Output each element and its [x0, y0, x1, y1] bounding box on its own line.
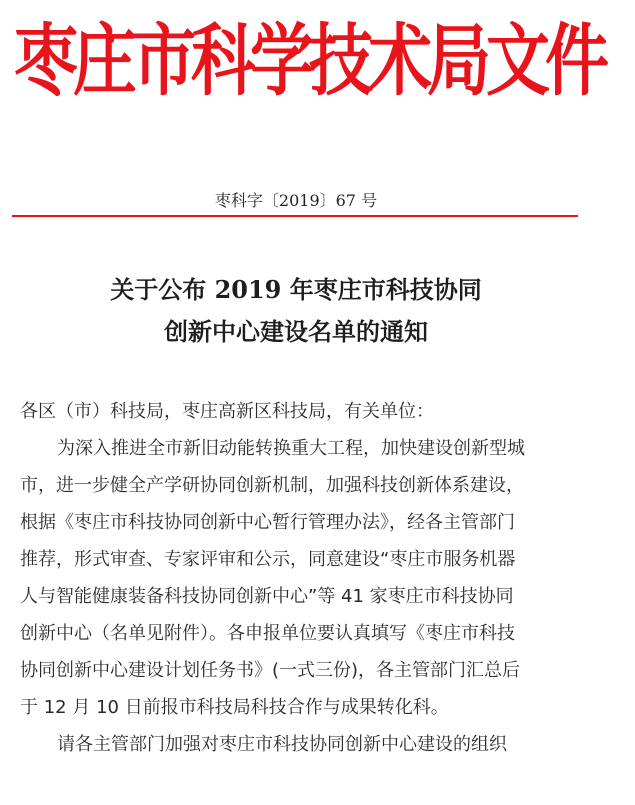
body-line: 市，进一步健全产学研协同创新机制，加强科技创新体系建设，	[20, 475, 524, 496]
body-line: 创新中心（名单见附件）。各申报单位要认真填写《枣庄市科技	[20, 623, 515, 644]
body-line: 协同创新中心建设计划任务书》(一式三份)，各主管部门汇总后	[20, 660, 521, 681]
body-line: 根据《枣庄市科技协同创新中心暂行管理办法》，经各主管部门	[20, 512, 515, 533]
salutation: 各区（市）科技局，枣庄高新区科技局，有关单位：	[20, 401, 434, 422]
body-line: 推荐，形式审查、专家评审和公示，同意建设“枣庄市服务机器	[20, 549, 516, 570]
document-number: 枣科字〔2019〕67 号	[214, 191, 378, 210]
body-line: 请各主管部门加强对枣庄市科技协同创新中心建设的组织	[57, 734, 507, 755]
red-divider-line	[12, 215, 578, 217]
body-line: 于 12 月 10 日前报市科技局科技合作与成果转化科。	[20, 697, 449, 718]
body-line: 为深入推进全市新旧动能转换重大工程，加快建设创新型城	[57, 438, 525, 459]
body-line: 人与智能健康装备科技协同创新中心”等 41 家枣庄市科技协同	[20, 586, 514, 607]
notice-title-line-2: 创新中心建设名单的通知	[164, 317, 428, 346]
masthead-title: 枣庄市科学技术局文件	[14, 15, 604, 108]
notice-title-line-1: 关于公布 2019 年枣庄市科技协同	[110, 275, 482, 304]
